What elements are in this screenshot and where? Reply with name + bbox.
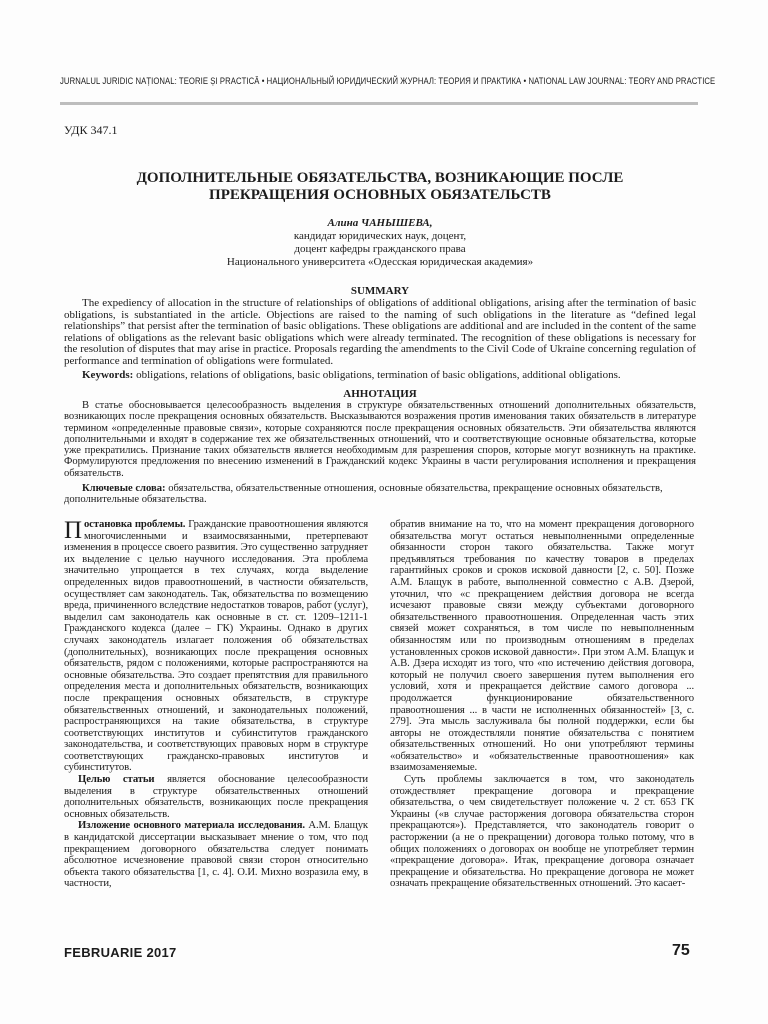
paragraph-aim xyxy=(64,774,368,820)
main-lead: Изложение основного материала исследования. xyxy=(78,819,305,832)
author-position: доцент кафедры гражданского права xyxy=(294,243,466,255)
annotation-keywords xyxy=(64,483,696,506)
aim-text: является обоснование целесообразности выделения в структуре обязательственных отношений дополнительных обязательств, возникающих после прекращения основных обязательств. xyxy=(64,773,368,820)
main-text: А.М. Блащук в кандидатской диссертации высказывает мнение о том, что под прекращением договорного обязательства следует понимать абсолютное исчезновение правовой связи сторон относительно объекта такого обязательства [1, с. 4]. О.И. Михно возразила ему, в частности, xyxy=(64,819,368,890)
page-number: 75 xyxy=(672,942,690,959)
title-line-1: ДОПОЛНИТЕЛЬНЫЕ ОБЯЗАТЕЛЬСТВА, ВОЗНИКАЮЩИЕ ПОСЛЕ xyxy=(136,170,624,186)
summary-heading: SUMMARY xyxy=(350,285,410,297)
author-affiliation: Национального университета «Одесская юридическая академия» xyxy=(226,256,534,268)
problem-lead: остановка проблемы. xyxy=(83,518,186,530)
aim-lead: Целью статьи xyxy=(78,773,155,786)
paragraph-essence: Суть проблемы заключается в том, что законодатель отождествляет прекращение договора и прекращение обязательства, о чем свидетельствует положение ч. 2 ст. 653 ГК Украины («в случае расторжения договора обязательства сторон прекращаются»). Представляется, что законодатель говорит о расторжении (а не о прекращении) договора только потому, что в общих положениях о договорах он вообще не употребляет термин «прекращение договора». Итак, прекращение договора означает прекращение и обязательства. Но прекращение договора не может означать прекращение обязательственных отношений. Это касает- xyxy=(390,773,694,890)
journal-running-header: JURNALUL JURIDIC NAȚIONAL: TEORIE ȘI PRACTICĂ • НАЦИОНАЛЬНЫЙ ЮРИДИЧЕСКИЙ ЖУРНАЛ: ТЕОРИЯ И ПРАКТИКА • NATIONAL LAW JOURNAL: TEORY AND PRACTICE xyxy=(60,76,716,87)
body-column-left xyxy=(64,519,368,890)
paragraph-main xyxy=(64,820,368,890)
header-divider xyxy=(60,102,698,105)
title-line-2: ПРЕКРАЩЕНИЯ ОСНОВНЫХ ОБЯЗАТЕЛЬСТВ xyxy=(209,187,551,203)
summary-text: The expediency of allocation in the structure of relationships of obligations of additional obligations, arising after the termination of basic obligations, is substantiated in the article. Objections are raised to the naming of such obligations in the literature as “defined legal relationships” that persist after the termination of basic obligations. These obligations are additional and are included in the content of the same relations of obligations as the relevant basic obligations which were already terminated. The recognition of these obligations is necessary for the resolution of disputes that may arise in practice. Proposals regarding the amendments to the Civil Code of Ukraine concerning regulation of performance and termination of obligations were formulated. xyxy=(64,297,696,367)
drop-cap: П xyxy=(64,517,82,544)
annotation-keywords-list: обязательства, обязательственные отношения, основные обязательства, прекращение основных обязательств, дополнительные обязательства. xyxy=(64,483,663,506)
paragraph-continuation: обратив внимание на то, что на момент прекращения договорного обязательства могут остаться невыполненными определенные обязанности сторон такого обязательства. Также могут предъявляться требования по качеству товаров в пределах гарантийных сроков и сроков исковой давности [2, с. 50]. Позже А.М. Блащук в работе, выполненной совместно с А.В. Дзерой, уточнил, что «с прекращением действия договора не всегда исчезают правовые связи между субъектами договорного обязательственного правоотношения. Определенная часть этих связей может сохраняться, в том числе по невыполненным обязанностям или по производным отношениям в пределах установленных сроков исковой давности». При этом А.М. Блащук и А.В. Дзера исходят из того, что «по истечению действия договора, который не получил своего завершения путем выполнения его условий, хотя и прекращается действие самого договора ... продолжается функционирование обязательственного правоотношения ... в части не исполненных обязанностей» [3, с. 279]. Эта мысль заслуживала бы полной поддержки, если бы авторы не отождествляли понятие обязательства с понятием обязательственных отношений. Но они употребляют термины «обязательство» и «обязательственные правоотношения» как взаимозаменяемые. xyxy=(390,518,694,774)
summary-keywords-list: obligations, relations of obligations, basic obligations, termination of basic obligations, additional obligations. xyxy=(133,369,621,381)
summary-keywords-label: Keywords: xyxy=(82,369,134,381)
annotation-heading: АННОТАЦИЯ xyxy=(343,388,417,400)
annotation-keywords-label: Ключевые слова: xyxy=(82,483,166,494)
author-degree: кандидат юридических наук, доцент, xyxy=(293,230,467,242)
summary-keywords xyxy=(64,369,696,381)
footer-issue-date: FEBRUARIE 2017 xyxy=(64,945,177,960)
author-block xyxy=(64,217,696,269)
article-title xyxy=(64,170,696,204)
author-name: Алина ЧАНЫШЕВА, xyxy=(327,217,433,229)
paragraph-problem xyxy=(64,519,368,774)
body-column-right xyxy=(390,519,694,890)
annotation-text: В статье обосновывается целесообразность выделения в структуре обязательственных отношений дополнительных обязательств, возникающих после прекращения основных обязательств. Высказываются возражения против именования таких обязательств в литературе термином «определенные правовые связи», которые сохраняются после прекращения основных обязательств. Эти обязательства являются дополнительными и входят в содержание тех же обязательственных отношений, что и соответствующие основные обязательства, которые уже прекратились. Признание таких обязательств является необходимым для разрешения споров, которые могут возникнуть на практике. Формулируются предложения по внесению изменений в Гражданский кодекс Украины в части регулирования исполнения и прекращения обязательств. xyxy=(64,400,696,479)
udk-code: УДК 347.1 xyxy=(64,123,118,137)
problem-text: Гражданские правоотношения являются многочисленными и взаимосвязанными, претерпевают изменения в процессе своего развития. Это существенно затрудняет их выделение с целью научного исследования. Эта проблема значительно упрощается в тех случаях, когда выделение определенных видов правоотношений, в частности обязательств, осуществляет сам законодатель. Так, обязательства по возмещению вреда, причиненного вследствие недостатков товаров, работ (услуг), выделил сам законодатель как основные в ст. ст. 1209–1211-1 Гражданского кодекса (далее – ГК) Украины. Однако в других случаях законодатель излагает положения об обязательствах (дополнительных), возникающих после прекращения основных обязательств, рядом с положениями, которые распространяются на основные обязательства. Это создает препятствия для правильного определения места и дополнительных обязательств, возникающих после прекращения основных обязательств, в структуре обязательственных отношений, и законодательных положений, распространяющихся на такие обязательства, в структуре соответствующих институтов и субинститутов гражданского законодательства, и соответствующих правовых норм в структуре соответствующих гражданско-правовых институтов и субинститутов. xyxy=(64,518,369,774)
